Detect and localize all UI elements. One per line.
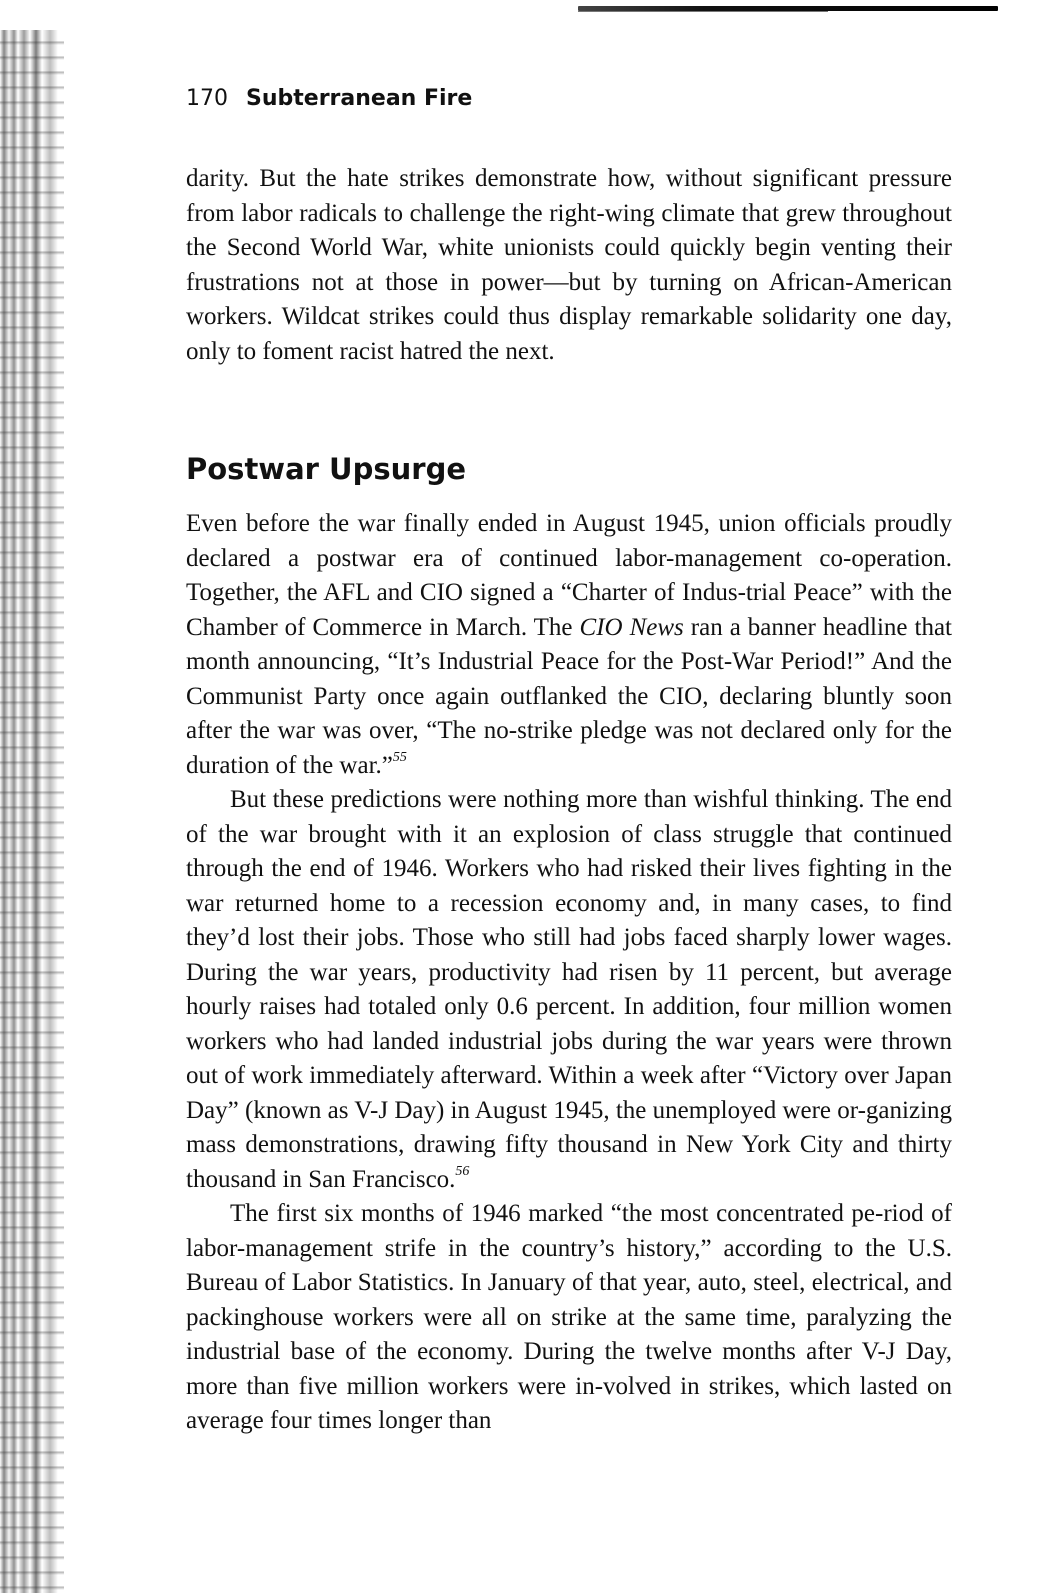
section-heading: Postwar Upsurge (186, 452, 467, 486)
publication-title: CIO News (579, 613, 684, 641)
paragraph-text-part: Even before the war finally ended in August 1945, union officials proudly declared a postwar era of continued labor-management co-operation. Together, the AFL and CIO signed a “Charter of Indus-trial Peace” with the Chamber of Commerce in March. The (186, 510, 952, 641)
paragraph-text-part: But these predictions were nothing more than wishful thinking. The end of the war brought with it an explosion of class struggle that continued through the end of 1946. Workers who had risked their lives fighting in the war returned home to a recession economy and, in many cases, to find they’d lost their jobs. Those who still had jobs faced sharply lower wages. During the war years, productivity had risen by 11 percent, but average hourly raises had totaled only 0.6 percent. In addition, four million women workers who had landed industrial jobs during the war years were thrown out of work immediately afterward. Within a week after “Victory over Japan Day” (known as V-J Day) in August 1945, the unemployed were or-ganizing mass demonstrations, drawing fifty thousand in New York City and thirty thousand in San Francisco. (186, 786, 953, 1193)
paragraph-first-six-months: The first six months of 1946 marked “the most concentrated pe-riod of labor-management strife in the country’s history,” according to the U.S. Bureau of Labor Statistics. In January of that year, auto, steel, electrical, and packinghouse workers were all on strike at the same time, paralyzing the industrial base of the economy. During the twelve months after V-J Day, more than five million workers were in-volved in strikes, which lasted on average four times longer than (186, 1200, 952, 1434)
running-head (186, 86, 472, 111)
body-text-section (186, 507, 952, 1439)
footnote-marker: 55 (392, 750, 407, 766)
book-title: Subterranean Fire (246, 86, 473, 111)
body-text-top (186, 162, 952, 369)
top-rule-scan-artifact-thin (578, 11, 828, 12)
footnote-marker: 56 (455, 1164, 470, 1180)
page-number: 170 (186, 86, 228, 111)
paragraph-postwar-intro (186, 507, 952, 783)
paragraph-text-part: ran a banner headline that month announcing, “It’s Industrial Peace for the Post-War Period!” And the Communist Party once again outflanked the CIO, declaring bluntly soon after the war was over, “The no-strike pledge was not declared only for the duration of the war.” (186, 613, 952, 779)
scanned-binding-edge (0, 30, 64, 1593)
paragraph-predictions (186, 783, 952, 1197)
paragraph-continued: darity. But the hate strikes demonstrate how, without significant pressure from labor radicals to challenge the right-wing climate that grew throughout the Second World War, white unionists could quickly begin venting their frustrations not at those in power—but by turning on African-American workers. Wildcat strikes could thus display remarkable solidarity one day, only to foment racist hatred the next. (186, 165, 952, 365)
